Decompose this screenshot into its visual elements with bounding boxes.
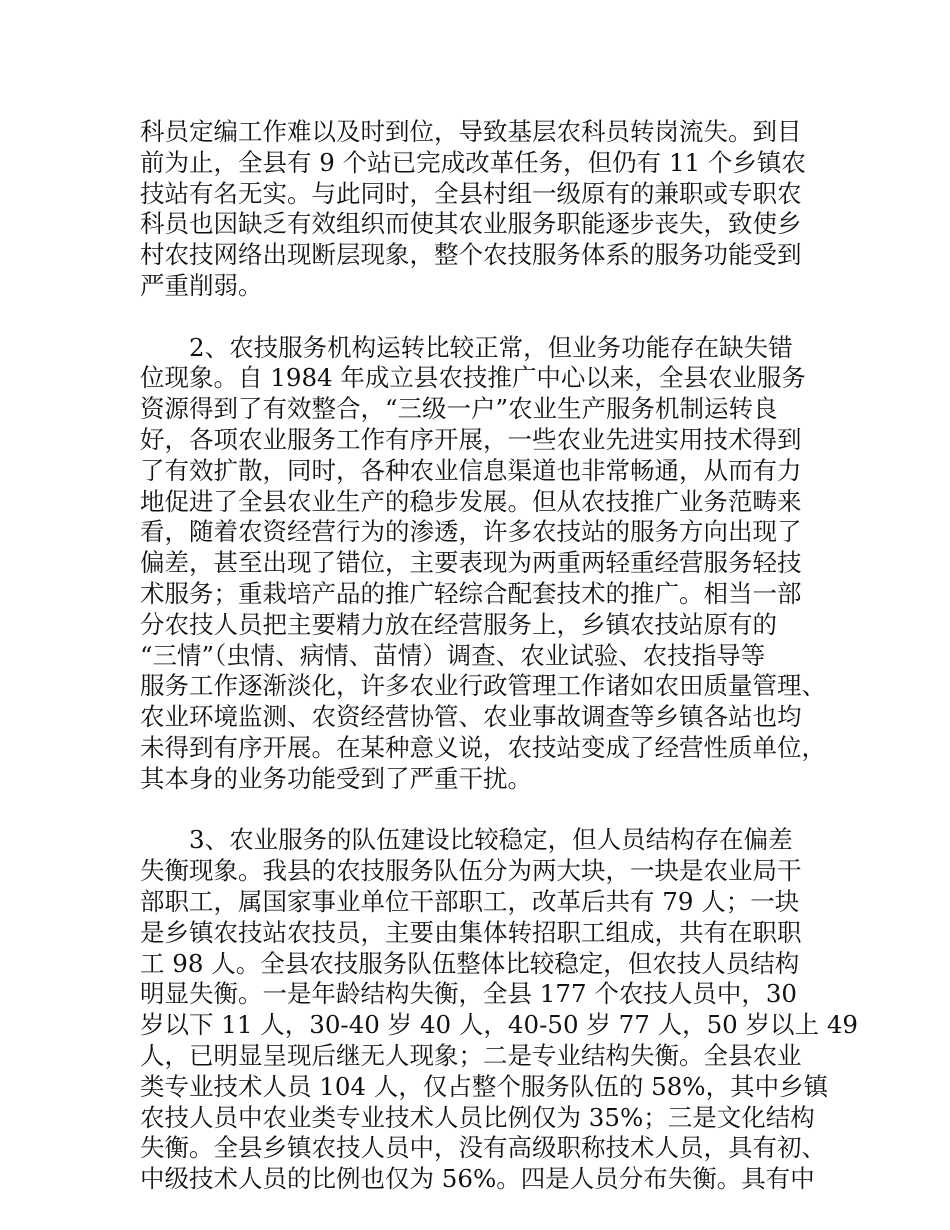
text-line: 未得到有序开展。在某种意义说，农技站变成了经营性质单位， xyxy=(140,732,826,762)
text-line: 地促进了全县农业生产的稳步发展。但从农技推广业务范畴来 xyxy=(140,486,802,516)
text-line: 术服务；重栽培产品的推广轻综合配套技术的推广。相当一部 xyxy=(140,578,802,608)
document-body xyxy=(140,117,859,1195)
text-line: 了有效扩散，同时，各种农业信息渠道也非常畅通，从而有力 xyxy=(140,455,802,485)
paragraph-3 xyxy=(140,825,859,1195)
text-line: 明显失衡。一是年龄结构失衡，全县 177 个农技人员中，30 xyxy=(140,979,798,1009)
text-line: 部职工，属国家事业单位干部职工，改革后共有 79 人；一块 xyxy=(140,886,800,916)
text-line: 严重削弱。 xyxy=(140,270,263,300)
text-line: 中级技术人员的比例也仅为 56%。四是人员分布失衡。具有中 xyxy=(140,1164,815,1194)
text-line: 3、农业服务的队伍建设比较稳定，但人员结构存在偏差 xyxy=(189,825,793,855)
text-line: 农业环境监测、农资经营协管、农业事故调查等乡镇各站也均 xyxy=(140,702,802,732)
paragraph-gap xyxy=(140,302,840,333)
text-line: 看，随着农资经营行为的渗透，许多农技站的服务方向出现了 xyxy=(140,517,802,547)
text-line: 服务工作逐渐淡化，许多农业行政管理工作诸如农田质量管理、 xyxy=(140,671,826,701)
text-line: 位现象。自 1984 年成立县农技推广中心以来，全县农业服务 xyxy=(140,363,806,393)
text-line: 村农技网络出现断层现象，整个农技服务体系的服务功能受到 xyxy=(140,240,802,270)
text-line: 是乡镇农技站农技员，主要由集体转招职工组成，共有在职职 xyxy=(140,917,802,947)
text-line: 好，各项农业服务工作有序开展，一些农业先进实用技术得到 xyxy=(140,424,802,454)
text-line: 分农技人员把主要精力放在经营服务上，乡镇农技站原有的 xyxy=(140,609,777,639)
text-line: “三情”（虫情、病情、苗情）调查、农业试验、农技指导等 xyxy=(140,640,766,670)
paragraph-gap xyxy=(140,795,840,826)
text-line: 前为止，全县有 9 个站已完成改革任务，但仍有 11 个乡镇农 xyxy=(140,147,806,177)
text-line: 失衡。全县乡镇农技人员中，没有高级职称技术人员，具有初、 xyxy=(140,1133,826,1163)
text-line: 2、农技服务机构运转比较正常，但业务功能存在缺失错 xyxy=(189,332,793,362)
text-line: 技站有名无实。与此同时，全县村组一级原有的兼职或专职农 xyxy=(140,178,802,208)
text-line: 失衡现象。我县的农技服务队伍分为两大块，一块是农业局干 xyxy=(140,856,802,886)
text-line: 偏差，甚至出现了错位，主要表现为两重两轻重经营服务轻技 xyxy=(140,548,802,578)
text-line: 资源得到了有效整合，“三级一户”农业生产服务机制运转良 xyxy=(140,394,778,424)
text-line: 科员定编工作难以及时到位，导致基层农科员转岗流失。到目 xyxy=(140,117,802,146)
paragraph-2 xyxy=(140,333,840,795)
paragraph-1 xyxy=(140,117,840,302)
text-line: 人，已明显呈现后继无人现象；二是专业结构失衡。全县农业 xyxy=(140,1040,802,1070)
text-line: 其本身的业务功能受到了严重干扰。 xyxy=(140,763,532,793)
text-line: 科员也因缺乏有效组织而使其农业服务职能逐步丧失，致使乡 xyxy=(140,209,802,239)
text-line: 类专业技术人员 104 人，仅占整个服务队伍的 58%，其中乡镇 xyxy=(140,1071,829,1101)
text-line: 农技人员中农业类专业技术人员比例仅为 35%；三是文化结构 xyxy=(140,1102,815,1132)
text-line: 工 98 人。全县农技服务队伍整体比较稳定，但农技人员结构 xyxy=(140,948,800,978)
text-line: 岁以下 11 人，30-40 岁 40 人，40-50 岁 77 人，50 岁以上 49 xyxy=(140,1010,859,1040)
